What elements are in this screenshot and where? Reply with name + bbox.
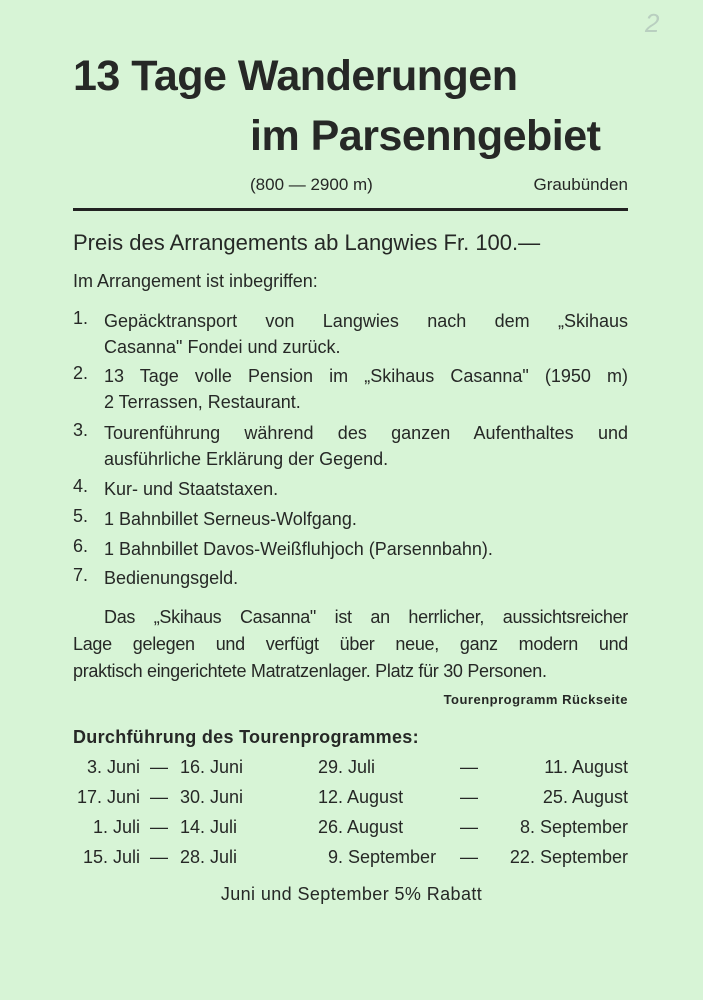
list-item (73, 565, 628, 591)
altitude-range: (800 — 2900 m) (250, 175, 373, 194)
dash: — (150, 847, 168, 867)
period-end: 8. September (519, 817, 628, 837)
item-line: 1 Bahnbillet Serneus-Wolfgang. (104, 509, 357, 529)
title-line-1: 13 Tage Wanderungen (73, 52, 518, 100)
title-line-2: im Parsenngebiet (250, 112, 601, 160)
schedule-row (73, 847, 628, 877)
price: Preis des Arrangements ab Langwies Fr. 100.— (73, 230, 541, 255)
item-line: 13 Tage volle Pension im „Skihaus Casanna" (1950 m) (104, 366, 628, 386)
period-end: 28. Juli (180, 847, 238, 867)
schedule-heading: Durchführung des Tourenprogrammes: (73, 727, 419, 747)
item-line: Bedienungsgeld. (104, 568, 239, 588)
discount-note: Juni und September 5% Rabatt (220, 884, 483, 904)
period-end: 11. August (544, 757, 628, 777)
item-line: Kur- und Staatstaxen. (104, 479, 279, 499)
period-start: 1. Juli (92, 817, 140, 837)
period-start: 29. Juli (318, 757, 376, 777)
description-line: praktisch eingerichtete Matratzenlager. Platz für 30 Personen. (73, 661, 547, 681)
item-line: 1 Bahnbillet Davos-Weißfluhjoch (Parsennbahn). (104, 539, 493, 559)
list-item (73, 308, 628, 360)
period-start: 17. Juni (76, 787, 140, 807)
period-end: 16. Juni (180, 757, 244, 777)
period-start: 26. August (318, 817, 404, 837)
item-line: ausführliche Erklärung der Gegend. (104, 449, 389, 469)
item-number: 1. (73, 308, 89, 328)
period-end: 25. August (542, 787, 628, 807)
schedule-row (73, 787, 628, 817)
item-number: 2. (73, 363, 89, 383)
region: Graubünden (533, 175, 628, 194)
divider (73, 208, 628, 211)
item-number: 5. (73, 506, 89, 526)
dash: — (150, 817, 168, 837)
dash: — (150, 757, 168, 777)
item-number: 6. (73, 536, 89, 556)
period-start: 9. September (328, 847, 437, 867)
list-item (73, 536, 628, 562)
item-line: Casanna" Fondei und zurück. (104, 337, 341, 357)
period-start: 15. Juli (82, 847, 140, 867)
dash: — (460, 847, 478, 867)
dash: — (460, 817, 478, 837)
period-end: 14. Juli (180, 817, 238, 837)
item-number: 7. (73, 565, 89, 585)
item-line: Gepäcktransport von Langwies nach dem „Skihaus (104, 311, 628, 331)
item-number: 4. (73, 476, 89, 496)
description (73, 604, 628, 685)
dash: — (150, 787, 168, 807)
back-page-note: Tourenprogramm Rückseite (443, 692, 628, 707)
included-label: Im Arrangement ist inbegriffen: (73, 271, 318, 291)
list-item (73, 506, 628, 532)
item-line: 2 Terrassen, Restaurant. (104, 392, 301, 412)
description-line: Das „Skihaus Casanna" ist an herrlicher, aussichtsreicher (104, 607, 628, 627)
list-item (73, 363, 628, 415)
handwritten-page-mark: 2 (645, 8, 660, 38)
list-item (73, 476, 628, 502)
dash: — (460, 757, 478, 777)
period-start: 3. Juni (86, 757, 140, 777)
description-line: Lage gelegen und verfügt über neue, ganz modern und (73, 634, 628, 654)
schedule-row (73, 817, 628, 847)
period-end: 22. September (509, 847, 628, 867)
dash: — (460, 787, 478, 807)
period-end: 30. Juni (180, 787, 244, 807)
period-start: 12. August (318, 787, 404, 807)
item-number: 3. (73, 420, 89, 440)
item-line: Tourenführung während des ganzen Aufenthaltes und (104, 423, 628, 443)
schedule-row (73, 757, 628, 787)
list-item (73, 420, 628, 472)
